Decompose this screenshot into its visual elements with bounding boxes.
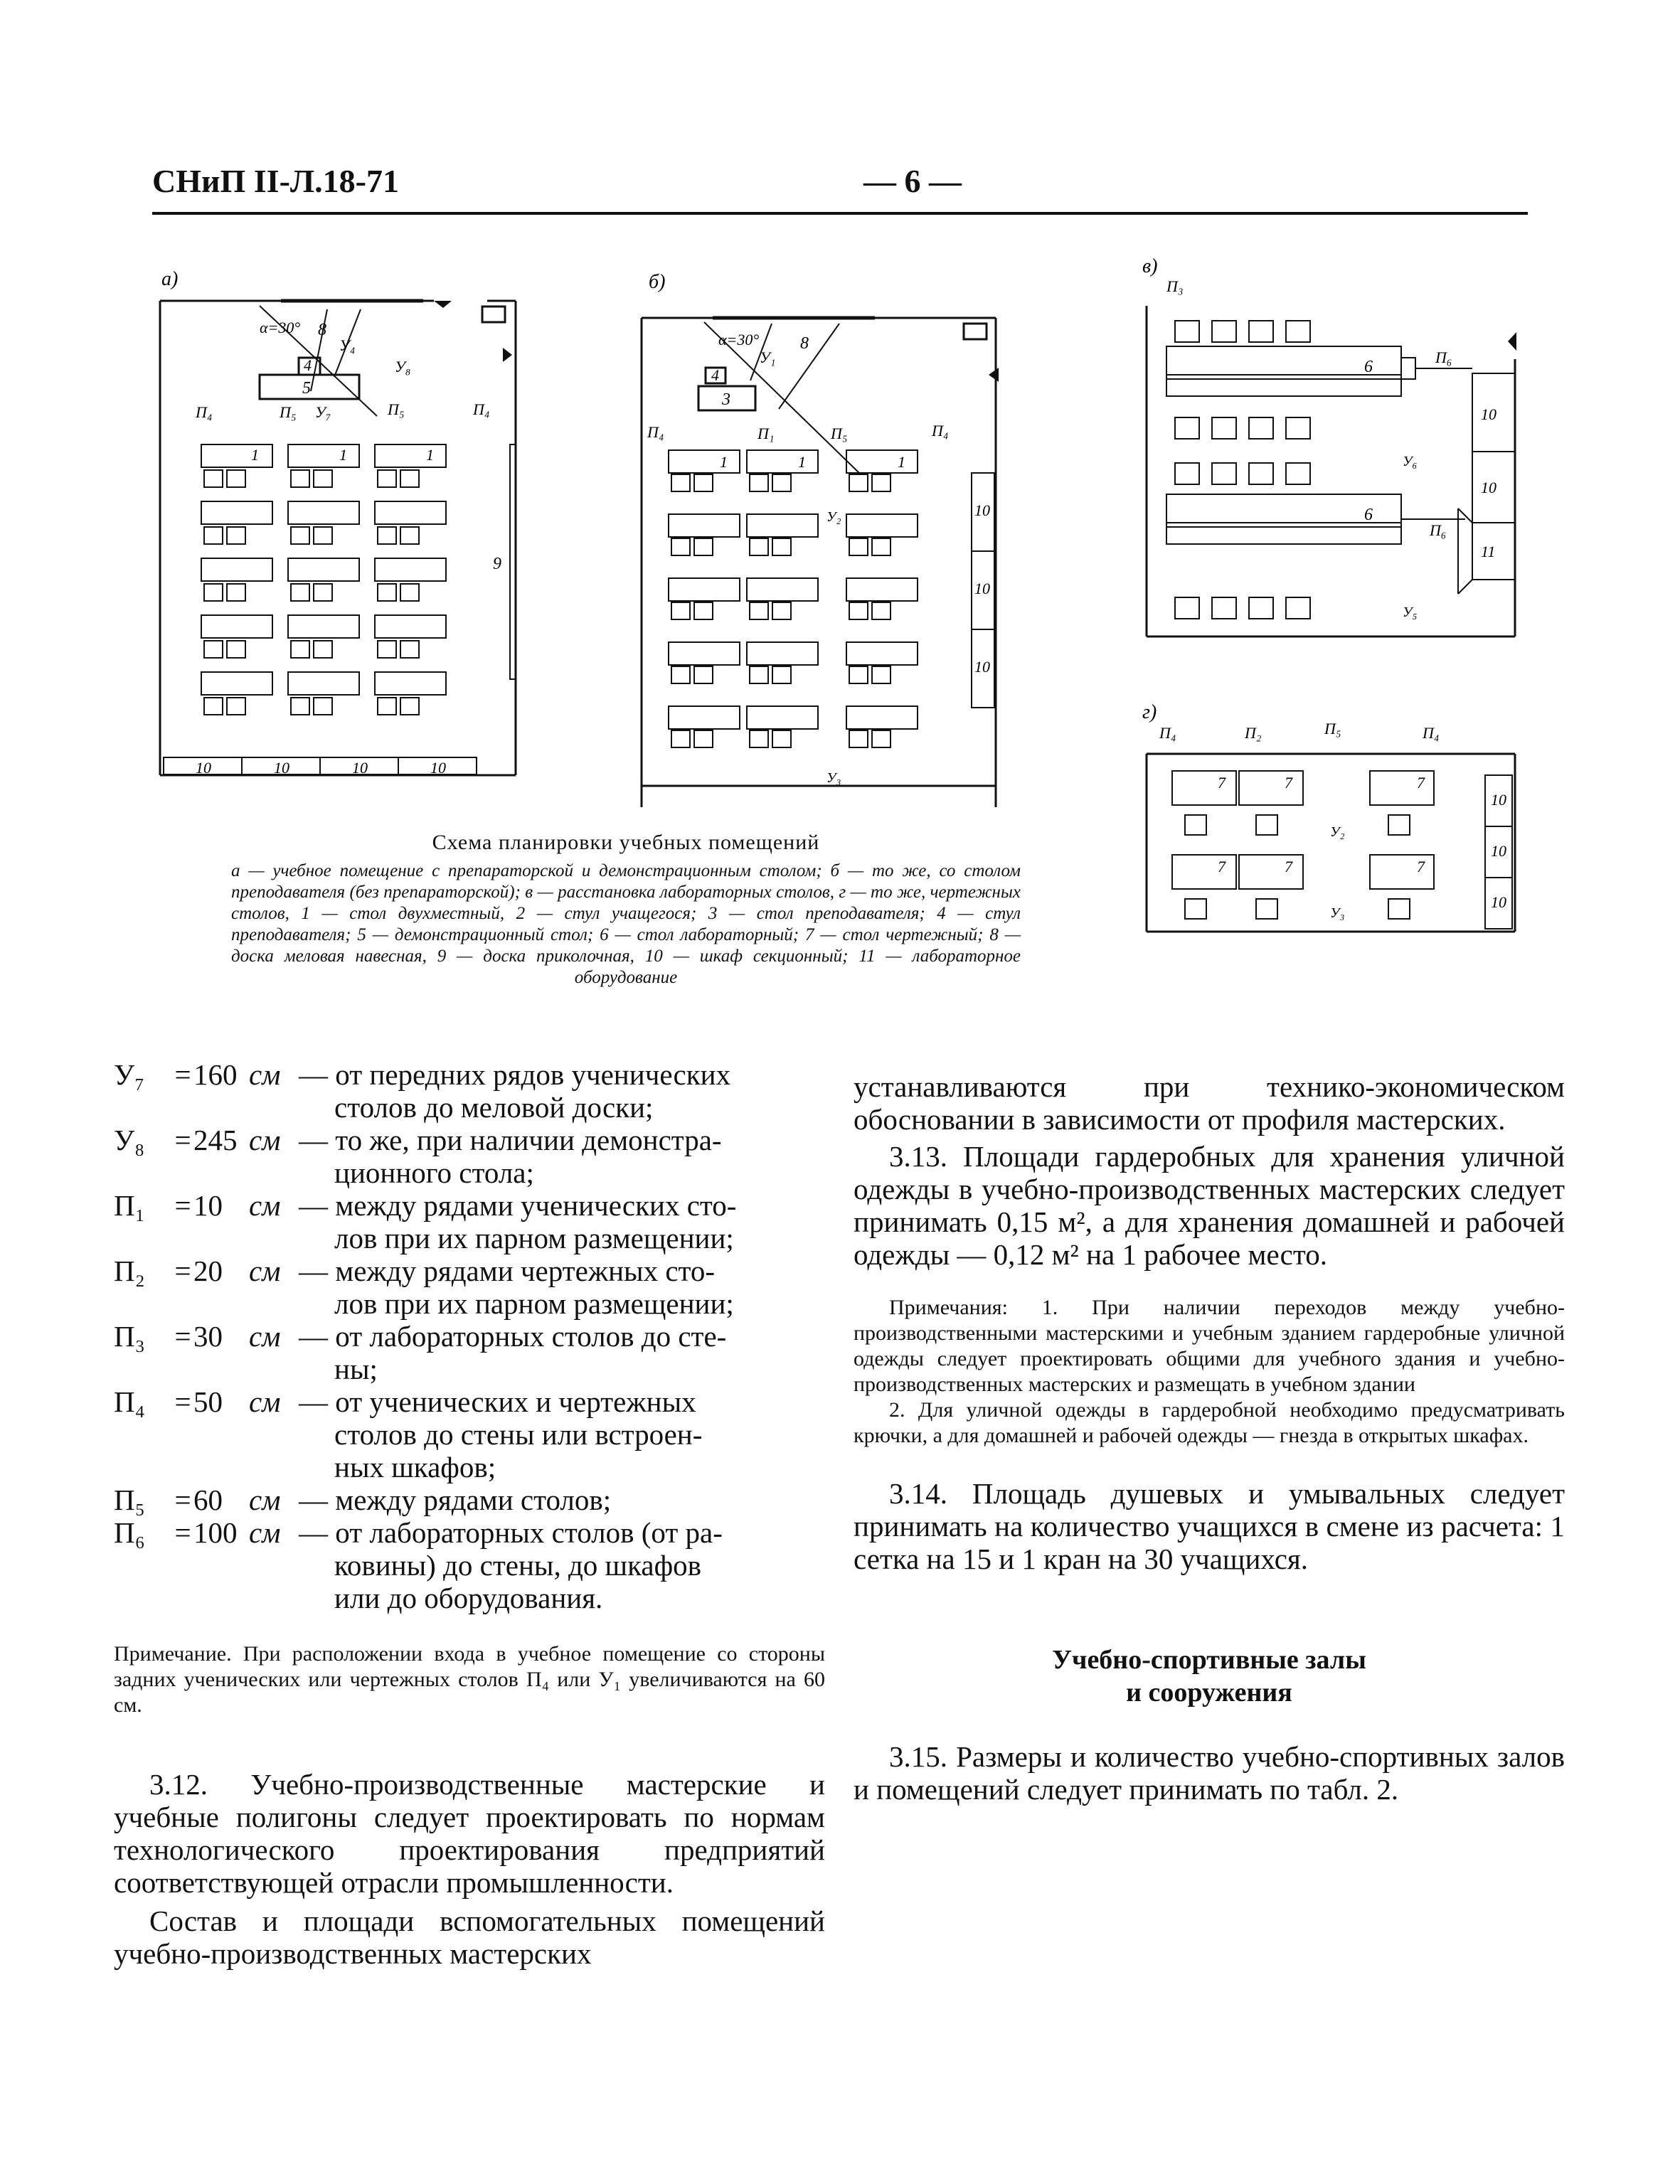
chair (227, 470, 245, 487)
chair (227, 698, 245, 715)
paragraph-continuation: устанавливаются при технико-экономическом обосновании в зависимости от профиля мастерских. (854, 1070, 1565, 1136)
chair (400, 641, 419, 658)
caption-legend: а — учебное помещение с препараторской и демонстрационным столом; б — то же, со столом преподавателя (без препараторской); в — расстановка лабораторных столов, г — то же, чертежных столов, 1 — стол двухместный, 2 — стул учащегося; 3 — стол преподавателя; 4 — стул преподавателя; 5 — демонстрационный стол; 6 — стол лабораторный; 7 — стол чертежный; 8 — доска меловая навесная, 9 — доска приколочная, 10 — шкаф секционный; 11 — лабораторное оборудование (231, 861, 1021, 987)
desk (201, 672, 272, 695)
svg-text:10: 10 (196, 759, 211, 777)
svg-text:У₈: У₈ (395, 358, 411, 375)
svg-text:α=30°: α=30° (718, 331, 760, 348)
prep-door (482, 307, 505, 322)
chair (314, 527, 332, 544)
dimensions-list (114, 1058, 825, 1614)
svg-text:П₅: П₅ (388, 400, 405, 418)
figure-caption (231, 831, 1021, 989)
chair (227, 584, 245, 601)
svg-text:10: 10 (974, 501, 990, 519)
svg-text:1: 1 (898, 453, 905, 471)
svg-text:П₄: П₄ (196, 403, 213, 421)
desk (201, 615, 272, 638)
document-code: СНиП II-Л.18-71 (152, 163, 399, 199)
svg-text:10: 10 (352, 759, 368, 777)
svg-text:П₄: П₄ (647, 423, 664, 441)
svg-text:7: 7 (1417, 774, 1425, 792)
desk (288, 615, 359, 638)
desk (375, 558, 446, 581)
svg-text:У₇: У₇ (315, 403, 331, 421)
desk (288, 501, 359, 524)
chair (314, 584, 332, 601)
notes-1: Примечания: 1. При наличии переходов между учебно-производственными мастерскими и учебным зданием гардеробные уличной одежды следует проектировать общими для учебного здания и учебно-производственных мастерских и размещать в учебном здании (854, 1296, 1565, 1396)
svg-text:α=30°: α=30° (260, 319, 301, 336)
svg-text:П₂: П₂ (1245, 724, 1262, 742)
svg-text:7: 7 (1218, 858, 1226, 875)
chair (378, 584, 396, 601)
caption-title: Схема планировки учебных помещений (432, 831, 820, 854)
chair (204, 527, 223, 544)
svg-text:П₆: П₆ (1435, 348, 1452, 366)
svg-text:У₃: У₃ (826, 770, 841, 786)
entry-arrow (503, 348, 512, 362)
chair (291, 641, 309, 658)
paragraph-sostav: Состав и площади вспомогательных помещений учебно-производственных мастерских (114, 1905, 825, 1970)
svg-text:10: 10 (974, 658, 990, 676)
chair (378, 641, 396, 658)
desk (201, 501, 272, 524)
svg-text:П₃: П₃ (1166, 277, 1184, 295)
plan-b (633, 267, 1017, 821)
svg-text:10: 10 (1491, 893, 1506, 911)
desk (375, 672, 446, 695)
dimension-row: У₈ = 245 см — то же, при наличии демонстра- ционного стола; (114, 1124, 722, 1189)
notes-2: 2. Для уличной одежды в гардеробной необходимо предусматривать крючки, а для домашней и рабочей одежды — гнезда в открытых шкафах. (854, 1398, 1565, 1447)
svg-text:У₅: У₅ (1403, 604, 1418, 620)
right-column (854, 1070, 1565, 1806)
chair (314, 470, 332, 487)
dimension-row: П₁ = 10 см — между рядами ученических сто- лов при их парном размещении; (114, 1189, 737, 1255)
desk (201, 444, 272, 467)
svg-text:У₃: У₃ (1330, 905, 1345, 921)
svg-text:1: 1 (251, 446, 259, 464)
svg-text:1: 1 (426, 446, 434, 464)
svg-text:1: 1 (798, 453, 806, 471)
chair (227, 641, 245, 658)
svg-text:П₄: П₄ (1423, 724, 1440, 742)
svg-text:11: 11 (1481, 543, 1496, 560)
chair (378, 470, 396, 487)
dimension-row: У₇ = 160 см — от передних рядов ученических столов до меловой доски; (114, 1058, 731, 1124)
svg-text:П₅: П₅ (1324, 720, 1341, 737)
svg-text:10: 10 (1491, 791, 1506, 809)
panel-label-b: б) (649, 271, 666, 293)
svg-text:10: 10 (274, 759, 289, 777)
svg-text:4: 4 (711, 366, 719, 384)
svg-text:6: 6 (1364, 506, 1373, 524)
svg-text:7: 7 (1417, 858, 1425, 875)
dimension-row: П₃ = 30 см — от лабораторных столов до сте- ны; (114, 1320, 727, 1385)
svg-text:П₆: П₆ (1430, 521, 1447, 539)
chair (204, 470, 223, 487)
plan-v (1138, 252, 1536, 658)
svg-text:5: 5 (302, 379, 311, 398)
svg-text:У₄: У₄ (339, 336, 356, 354)
paragraph-3-15: 3.15. Размеры и количество учебно-спортивных залов и помещений следует принимать по табл. 2. (854, 1740, 1565, 1806)
desk (288, 558, 359, 581)
chair (204, 698, 223, 715)
chair (314, 641, 332, 658)
plan-g (1138, 697, 1536, 946)
page-header (152, 162, 1528, 205)
svg-text:10: 10 (974, 580, 990, 597)
svg-text:1: 1 (720, 453, 728, 471)
paragraph-3-12: 3.12. Учебно-производственные мастерские и учебные полигоны следует проектировать по нормам технологического проектирования предприятий соответствующей отрасли промышленности. (114, 1768, 825, 1899)
desk (375, 615, 446, 638)
left-column (114, 1058, 825, 1970)
chair (400, 698, 419, 715)
section-heading: Учебно-спортивные залы и сооружения (1052, 1645, 1366, 1708)
panel-label-a: а) (161, 268, 179, 290)
chair (204, 641, 223, 658)
svg-text:8: 8 (800, 334, 809, 353)
chair (291, 698, 309, 715)
svg-text:П₅: П₅ (280, 403, 297, 421)
panel-label-g: г) (1142, 701, 1157, 723)
svg-text:П₁: П₁ (757, 425, 775, 442)
svg-text:7: 7 (1218, 774, 1226, 792)
svg-text:10: 10 (1481, 405, 1496, 423)
left-note: Примечание. При расположении входа в учебное помещение со стороны задних ученических или чертежных столов П₄ или У₁ увеличиваются на 60 см. (114, 1642, 825, 1717)
svg-text:П₅: П₅ (831, 425, 848, 442)
svg-text:4: 4 (304, 356, 312, 374)
chair (378, 527, 396, 544)
desk (375, 444, 446, 467)
svg-text:П₄: П₄ (473, 400, 490, 418)
svg-text:10: 10 (430, 759, 446, 777)
svg-text:У₆: У₆ (1403, 454, 1418, 469)
svg-text:1: 1 (339, 446, 347, 464)
chair (314, 698, 332, 715)
svg-text:7: 7 (1285, 858, 1292, 875)
chair (204, 584, 223, 601)
svg-text:У₂: У₂ (1330, 824, 1345, 840)
chair (378, 698, 396, 715)
svg-text:П₄: П₄ (1159, 724, 1176, 742)
plan-a (153, 267, 537, 821)
desk (201, 558, 272, 581)
chair (227, 527, 245, 544)
svg-text:3: 3 (722, 390, 730, 409)
header-rule (152, 212, 1528, 215)
desk (375, 501, 446, 524)
prep-door (964, 324, 987, 339)
dimension-row: П₆ = 100 см — от лабораторных столов (от ра- ковины) до стены, до шкафов или до оборудования. (114, 1516, 723, 1614)
chair (291, 470, 309, 487)
dimension-row: П₄ = 50 см — от ученических и чертежных столов до стены или встроен- ных шкафов; (114, 1385, 703, 1483)
chair (291, 584, 309, 601)
desk (288, 672, 359, 695)
svg-text:9: 9 (493, 555, 501, 573)
svg-text:П₄: П₄ (932, 422, 949, 440)
paragraph-3-13: 3.13. Площади гардеробных для хранения уличной одежды в учебно-производственных мастерских следует принимать 0,15 м², а для хранения домашней и рабочей одежды — 0,12 м² на 1 рабочее место. (854, 1140, 1565, 1271)
chair (291, 527, 309, 544)
svg-text:7: 7 (1285, 774, 1292, 792)
svg-text:10: 10 (1491, 842, 1506, 860)
chair (400, 527, 419, 544)
page-number: — 6 — (863, 163, 962, 199)
door-mark (434, 301, 452, 308)
svg-text:8: 8 (318, 321, 326, 339)
svg-text:10: 10 (1481, 479, 1496, 496)
desk (288, 444, 359, 467)
svg-text:У₂: У₂ (826, 509, 841, 525)
chair (400, 584, 419, 601)
dimension-row: П₂ = 20 см — между рядами чертежных сто- лов при их парном размещении; (114, 1255, 734, 1320)
chair (400, 470, 419, 487)
svg-text:6: 6 (1364, 358, 1373, 376)
svg-text:У₁: У₁ (760, 348, 776, 366)
dimension-row: П₅ = 60 см — между рядами столов; (114, 1483, 612, 1516)
panel-label-v: в) (1142, 255, 1158, 277)
paragraph-3-14: 3.14. Площадь душевых и умывальных следует принимать на количество учащихся в смене из расчета: 1 сетка на 15 и 1 кран на 30 учащихся. (854, 1477, 1565, 1575)
